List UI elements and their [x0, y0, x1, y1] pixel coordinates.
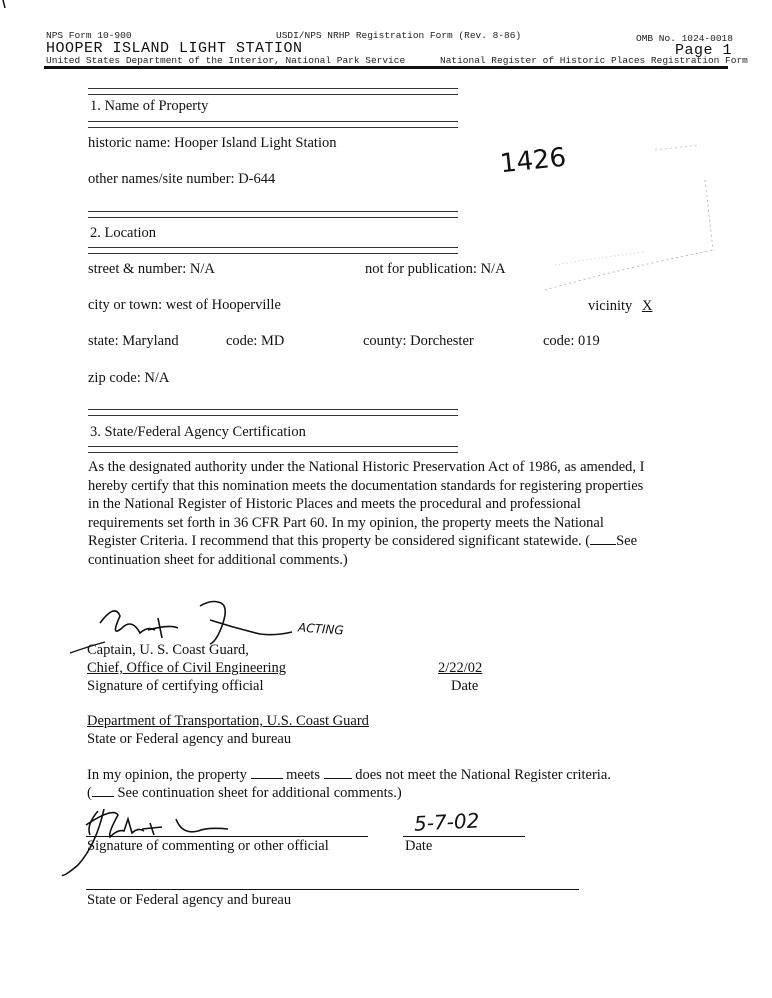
historic-name: historic name: Hooper Island Light Station: [88, 135, 337, 151]
not-for-publication: not for publication: N/A: [365, 261, 506, 277]
handwritten-number: 1426: [498, 142, 568, 180]
agency-name: Department of Transportation, U.S. Coast Guard: [87, 713, 369, 729]
paragraph-line-with-blank: [88, 532, 688, 551]
state: state: Maryland: [88, 333, 179, 349]
certification-paragraph: [88, 458, 688, 569]
see-continuation-text: See continuation sheet for additional comments.): [117, 785, 402, 801]
opinion-see-line: [87, 785, 402, 802]
paragraph-line: Register Criteria. I recommend that this property be considered significant statewide. (: [88, 533, 591, 549]
see-text: See: [616, 533, 638, 549]
other-names: other names/site number: D-644: [88, 171, 276, 187]
paragraph-line: hereby certify that this nomination meets the documentation standards for registering properties: [88, 477, 644, 494]
comment-signature-line: [86, 836, 368, 837]
omb-number: OMB No. 1024-0018: [636, 33, 733, 44]
corner-mark: [0, 0, 10, 12]
vicinity-label: vicinity: [588, 298, 633, 314]
register-form-line: National Register of Historic Places Registration Form: [440, 55, 748, 66]
property-title-header: HOOPER ISLAND LIGHT STATION: [46, 40, 303, 57]
paragraph-line: in the National Register of Historic Places and meets the procedural and professional: [88, 496, 581, 512]
header-rule: [44, 66, 728, 69]
page-number: Page 1: [675, 42, 733, 59]
county-code: code: 019: [543, 333, 600, 349]
opinion-text: In my opinion, the property: [87, 767, 247, 783]
faint-stamp-marks: [535, 140, 735, 300]
comment-signature-label: Signature of commenting or other official: [87, 838, 329, 854]
section-divider: [88, 409, 458, 416]
see-checkbox-blank[interactable]: [590, 544, 616, 545]
comment-date: 5-7-02: [413, 808, 480, 836]
section-divider: [88, 88, 458, 95]
department-line: United States Department of the Interior, National Park Service: [46, 55, 406, 66]
zip-code: zip code: N/A: [88, 370, 170, 386]
agency-label: State or Federal agency and bureau: [87, 731, 292, 747]
section-divider: [88, 446, 458, 453]
meets-blank[interactable]: [251, 778, 283, 779]
comment-date-label: Date: [405, 838, 433, 854]
paragraph-line: continuation sheet for additional comments.): [88, 551, 348, 568]
see-continuation-blank[interactable]: [92, 796, 114, 797]
form-number: NPS Form 10-900: [46, 30, 132, 41]
acting-annotation: ACTING: [297, 620, 345, 638]
does-not-meet-blank[interactable]: [324, 778, 352, 779]
form-title: USDI/NPS NRHP Registration Form (Rev. 8-86): [276, 30, 522, 41]
meets-text: meets: [286, 767, 320, 783]
city-town: city or town: west of Hooperville: [88, 297, 281, 313]
comment-date-line: [403, 836, 525, 837]
street-number: street & number: N/A: [88, 261, 215, 277]
certifier-title-1: Captain, U. S. Coast Guard,: [87, 642, 249, 658]
paragraph-line: requirements set forth in 36 CFR Part 60. In my opinion, the property meets the National: [88, 514, 604, 531]
state-code: code: MD: [226, 333, 285, 349]
opinion-line: [87, 767, 611, 784]
section1-heading: 1. Name of Property: [90, 98, 209, 114]
section2-heading: 2. Location: [90, 225, 157, 241]
bottom-agency-line: [86, 889, 579, 890]
section-divider: [88, 247, 458, 254]
signature-label: Signature of certifying official: [87, 678, 264, 694]
county: county: Dorchester: [363, 333, 474, 349]
certification-date: 2/22/02: [438, 660, 483, 676]
does-not-meet-text: does not meet the National Register criteria.: [355, 767, 611, 783]
vicinity-mark: X: [641, 298, 653, 314]
certifier-title-2: Chief, Office of Civil Engineering: [87, 660, 287, 676]
bottom-agency-label: State or Federal agency and bureau: [87, 892, 292, 908]
section-divider: [88, 211, 458, 218]
paragraph-line: As the designated authority under the National Historic Preservation Act of 1986, as amended, I: [88, 459, 645, 475]
date-label: Date: [451, 678, 479, 694]
vicinity-field: [588, 298, 652, 315]
section3-heading: 3. State/Federal Agency Certification: [90, 424, 306, 440]
paren-text: (: [87, 785, 92, 801]
section-divider: [88, 121, 458, 128]
